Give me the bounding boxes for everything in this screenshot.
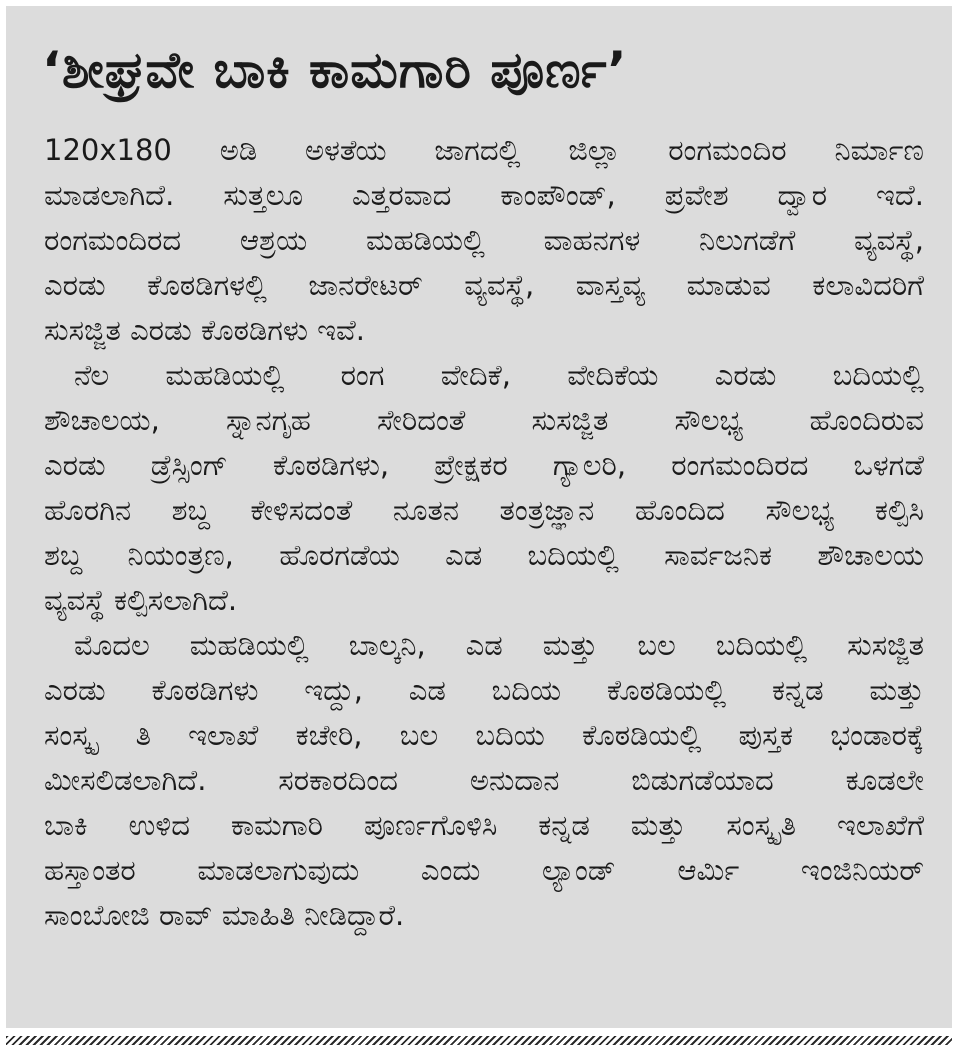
body-line: ನೆಲ ಮಹಡಿಯಲ್ಲಿ ರಂಗ ವೇದಿಕೆ, ವೇದಿಕೆಯ ಎರಡು ಬದಿಯಲ್ಲಿ bbox=[74, 358, 924, 392]
body-line: ಮೊದಲ ಮಹಡಿಯಲ್ಲಿ ಬಾಲ್ಕನಿ, ಎಡ ಮತ್ತು ಬಲ ಬದಿಯಲ್ಲಿ ಸುಸಜ್ಜಿತ bbox=[74, 628, 924, 662]
body-line: ಮೀಸಲಿಡಲಾಗಿದೆ. ಸರಕಾರದಿಂದ ಅನುದಾನ ಬಿಡುಗಡೆಯಾದ ಕೂಡಲೇ bbox=[44, 763, 924, 797]
article-headline: ‘ಶೀಘ್ರವೇ ಬಾಕಿ ಕಾಮಗಾರಿ ಪೂರ್ಣ’ bbox=[42, 41, 628, 99]
news-clipping bbox=[6, 6, 952, 1028]
body-line: ಸುಸಜ್ಜಿತ ಎರಡು ಕೊಠಡಿಗಳು ಇವೆ. bbox=[44, 313, 365, 347]
bottom-hatched-rule bbox=[6, 1036, 952, 1045]
article-body bbox=[44, 128, 924, 938]
body-line: ವ್ಯವಸ್ಥೆ ಕಲ್ಪಿಸಲಾಗಿದೆ. bbox=[44, 583, 238, 617]
body-line: ಶಬ್ದ ನಿಯಂತ್ರಣ, ಹೊರಗಡೆಯ ಎಡ ಬದಿಯಲ್ಲಿ ಸಾರ್ವಜನಿಕ ಶೌಚಾಲಯ bbox=[44, 538, 924, 572]
body-line: ರಂಗಮಂದಿರದ ಆಶ್ರಯ ಮಹಡಿಯಲ್ಲಿ ವಾಹನಗಳ ನಿಲುಗಡೆಗೆ ವ್ಯವಸ್ಥೆ, bbox=[44, 223, 924, 257]
body-line: ಎರಡು ಕೊಠಡಿಗಳು ಇದ್ದು, ಎಡ ಬದಿಯ ಕೊಠಡಿಯಲ್ಲಿ ಕನ್ನಡ ಮತ್ತು bbox=[44, 673, 924, 707]
body-line: 120x180 ಅಡಿ ಅಳತೆಯ ಜಾಗದಲ್ಲಿ ಜಿಲ್ಲಾ ರಂಗಮಂದಿರ ನಿರ್ಮಾಣ bbox=[44, 133, 924, 167]
body-line: ಹೊರಗಿನ ಶಬ್ದ ಕೇಳಿಸದಂತೆ ನೂತನ ತಂತ್ರಜ್ಞಾನ ಹೊಂದಿದ ಸೌಲಭ್ಯ ಕಲ್ಪಿಸಿ bbox=[44, 493, 924, 527]
body-line: ಶೌಚಾಲಯ, ಸ್ನಾನಗೃಹ ಸೇರಿದಂತೆ ಸುಸಜ್ಜಿತ ಸೌಲಭ್ಯ ಹೊಂದಿರುವ bbox=[44, 403, 924, 437]
body-line: ಸಂಸ್ಕೃ ತಿ ಇಲಾಖೆ ಕಚೇರಿ, ಬಲ ಬದಿಯ ಕೊಠಡಿಯಲ್ಲಿ ಪುಸ್ತಕ ಭಂಡಾರಕ್ಕೆ bbox=[44, 718, 924, 752]
body-line: ಹಸ್ತಾಂತರ ಮಾಡಲಾಗುವುದು ಎಂದು ಲ್ಯಾಂಡ್ ಆರ್ಮಿ ಇಂಜಿನಿಯರ್ bbox=[44, 853, 924, 887]
body-line: ಎರಡು ಕೊಠಡಿಗಳಲ್ಲಿ ಜಾನರೇಟರ್ ವ್ಯವಸ್ಥೆ, ವಾಸ್ತವ್ಯ ಮಾಡುವ ಕಲಾವಿದರಿಗೆ bbox=[44, 268, 924, 302]
body-line: ಎರಡು ಡ್ರೆಸ್ಸಿಂಗ್ ಕೊಠಡಿಗಳು, ಪ್ರೇಕ್ಷಕರ ಗ್ಯಾಲರಿ, ರಂಗಮಂದಿರದ ಒಳಗಡೆ bbox=[44, 448, 924, 482]
body-line: ಬಾಕಿ ಉಳಿದ ಕಾಮಗಾರಿ ಪೂರ್ಣಗೊಳಿಸಿ ಕನ್ನಡ ಮತ್ತು ಸಂಸ್ಕೃತಿ ಇಲಾಖೆಗೆ bbox=[44, 808, 924, 842]
body-line: ಸಾಂಬೋಜಿ ರಾವ್ ಮಾಹಿತಿ ನೀಡಿದ್ದಾರೆ. bbox=[44, 898, 405, 932]
body-line: ಮಾಡಲಾಗಿದೆ. ಸುತ್ತಲೂ ಎತ್ತರವಾದ ಕಾಂಪೌಂಡ್, ಪ್ರವೇಶ ದ್ವಾರ ಇದೆ. bbox=[44, 178, 924, 212]
